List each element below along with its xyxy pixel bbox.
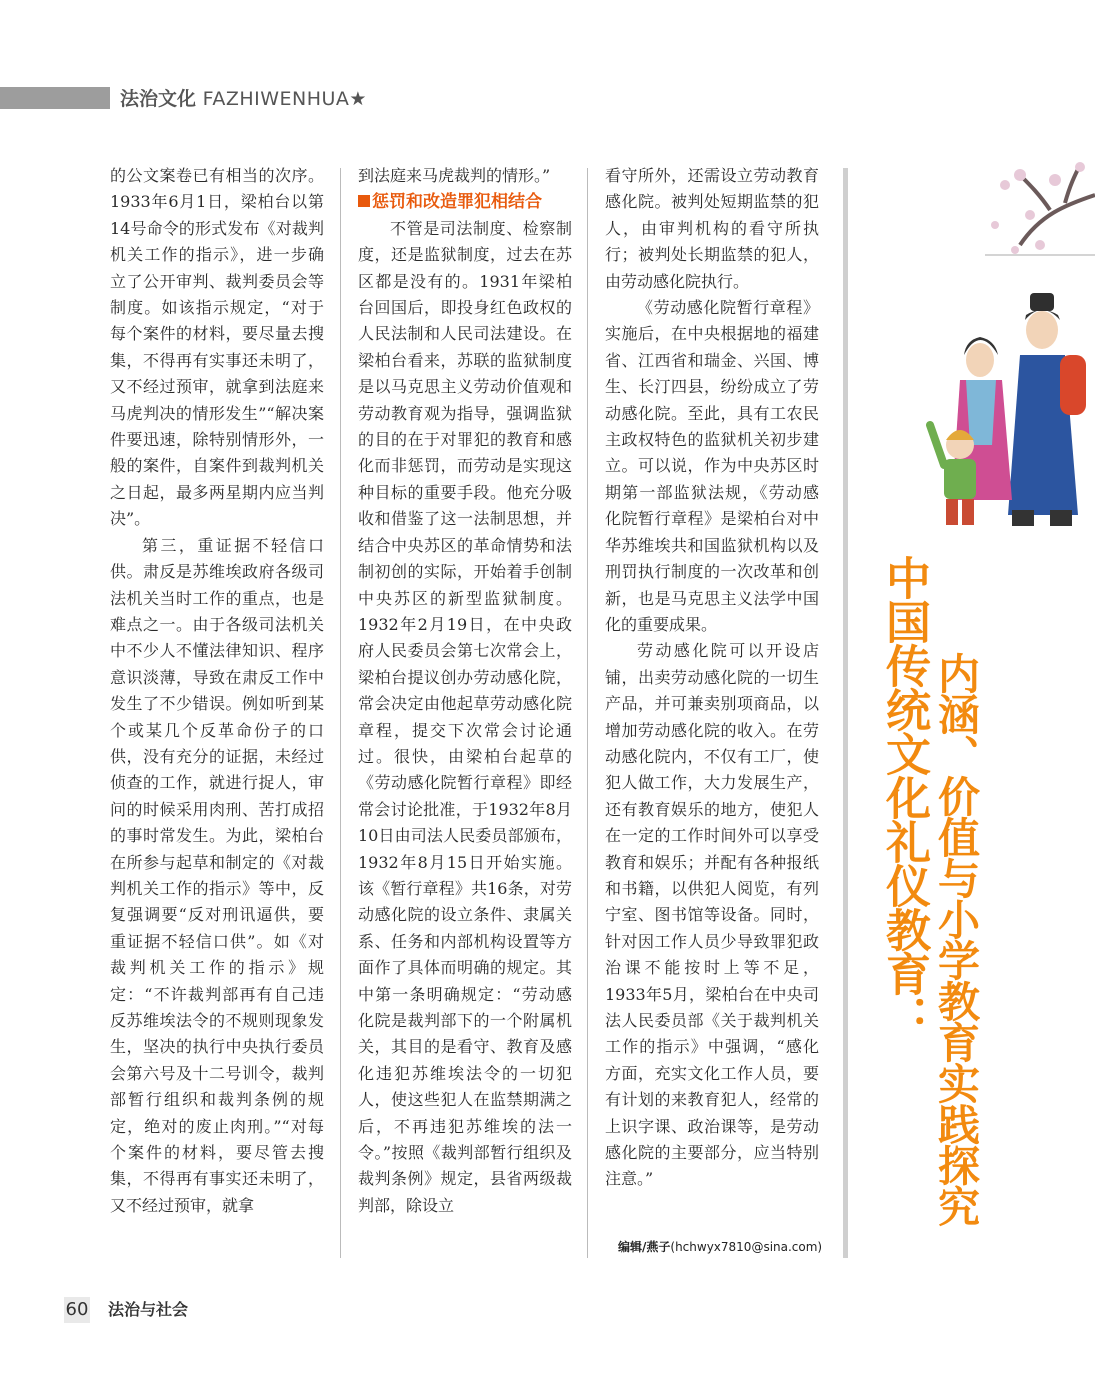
text-column-3 (605, 163, 819, 1193)
article-title-main: 中国传统文化礼仪教育： (878, 555, 931, 1039)
paragraph: 到法庭来马虎裁判的情形。” (358, 166, 551, 185)
paragraph: 劳动感化院可以开设店铺，出卖劳动感化院的一切生产品，并可兼卖别项商品，以增加劳动感化院的收入。在劳动感化院内，不仅有工厂，使犯人做工作，大力发展生产，还有教育娱乐的地方，使犯人在一定的工作时间外可以享受教育和娱乐；并配有各种报纸和书籍，以供犯人阅览，有列宁室、图书馆等设备。同时，针对因工作人员少导致罪犯政治课不能按时上等不足，1933年5月，梁柏台在中央司法人民委员部《关于裁判机关工作的指示》中强调，“感化方面，充实文化工作人员，要有计划的来教育犯人，经常的上识字课、政治课等，是劳动感化院的主要部分，应当特别注意。” (605, 641, 819, 1189)
paragraph: 看守所外，还需设立劳动教育感化院。被判处短期监禁的犯人，由审判机构的看守所执行；被判处长期监禁的犯人，由劳动感化院执行。 (605, 166, 819, 291)
man-figure-icon (1008, 293, 1086, 526)
column-divider (587, 168, 588, 1258)
section-heading (358, 189, 572, 215)
paragraph: 不管是司法制度、检察制度，还是监狱制度，过去在苏区都是没有的。1931年梁柏台回国后，即投身红色政权的人民法制和人民司法建设。在梁柏台看来，苏联的监狱制度是以马克思主义劳动价值观和劳动教育观为指导，强调监狱的目的在于对罪犯的教育和感化而非惩罚，而劳动是实现这种目标的重要手段。他充分吸收和借鉴了这一法制思想，并结合中央苏区的革命情势和法制初创的实际，开始着手创制中央苏区的新型监狱制度。1932年2月19日，在中央政府人民委员会第七次常会上，梁柏台提议创办劳动感化院，常会决定由他起草劳动感化院章程，提交下次常会讨论通过。很快，由梁柏台起草的《劳动感化院暂行章程》即经常会讨论批准，于1932年8月10日由司法人民委员部颁布，1932年8月15日开始实施。该《暂行章程》共16条，对劳动感化院的设立条件、隶属关系、任务和内部机构设置等方面作了具体而明确的规定。其中第一条明确规定：“劳动感化院是裁判部下的一个附属机关，其目的是看守、教育及感化违犯苏维埃法令的一切犯人，使这些犯人在监禁期满之后，不再违犯苏维埃的法一令。”按照《裁判部暂行组织及裁判条例》规定，县省两级裁判部，除设立 (358, 218, 572, 1215)
paragraph: 《劳动感化院暂行章程》实施后，在中央根据地的福建省、江西省和瑞金、兴国、博生、长汀四县，纷纷成立了劳动感化院。至此，具有工农民主政权特色的监狱机关初步建立。可以说，作为中央苏区时期第一部监狱法规，《劳动感化院暂行章程》是梁柏台对中华苏维埃共和国监狱机构以及刑罚执行制度的一次改革和创新，也是马克思主义法学中国化的重要成果。 (605, 298, 819, 634)
illustration-figures (880, 155, 1095, 545)
section-header (120, 84, 367, 111)
child-figure-icon (930, 425, 976, 525)
section-title-en: FAZHIWENHUA★ (202, 88, 367, 110)
magazine-name: 法治与社会 (108, 1300, 189, 1319)
editor-label: 编辑/燕子 (618, 1240, 671, 1254)
section-heading-text: 惩罚和改造罪犯相结合 (372, 192, 542, 213)
section-title-cn: 法治文化 (120, 88, 197, 110)
editor-credit (618, 1238, 822, 1255)
page-number: 60 (64, 1297, 90, 1323)
square-bullet-icon (358, 195, 370, 207)
article-title-sub: 内涵、价值与小学教育实践探究 (932, 652, 981, 1226)
plum-blossom-icon (991, 162, 1085, 254)
editor-email: (hchwyx7810@sina.com) (670, 1240, 823, 1254)
text-column-2 (358, 163, 572, 1219)
side-grey-bar (843, 168, 848, 1258)
header-bar (0, 87, 110, 109)
paragraph: 的公文案卷已有相当的次序。1933年6月1日，梁柏台以第14号命令的形式发布《对裁判机关工作的指示》，进一步确立了公开审判、裁判委员会等制度。如该指示规定，“对于每个案件的材料，要尽量去搜集，不得再有实事还未明了，又不经过预审，就拿到法庭来马虎判决的情形发生”“解决案件要迅速，除特别情形外，一般的案件，自案件到裁判机关之日起，最多两星期内应当判决”。 (110, 166, 324, 529)
paragraph: 第三，重证据不轻信口供。肃反是苏维埃政府各级司法机关当时工作的重点，也是难点之一。由于各级司法机关中不少人不懂法律知识、程序意识淡薄，导致在肃反工作中发生了不少错误。例如听到某个或某几个反革命份子的口供，没有充分的证据，未经过侦查的工作，就进行捉人，审问的时候采用肉刑、苦打成招的事时常发生。为此，梁柏台在所参与起草和制定的《对裁判机关工作的指示》等中，反复强调要“反对刑讯逼供，要重证据不轻信口供”。如《对裁判机关工作的指示》规定：“不许裁判部再有自己违反苏维埃法令的不规则现象发生，坚决的执行中央执行委员会第六号及十二号训令，裁判部暂行组织和裁判条例的规定，绝对的废止肉刑。”“对每个案件的材料，要尽管去搜集，不得再有事实还未明了，又不经过预审，就拿 (110, 535, 324, 1215)
column-divider (340, 168, 341, 1258)
text-column-1 (110, 163, 324, 1219)
